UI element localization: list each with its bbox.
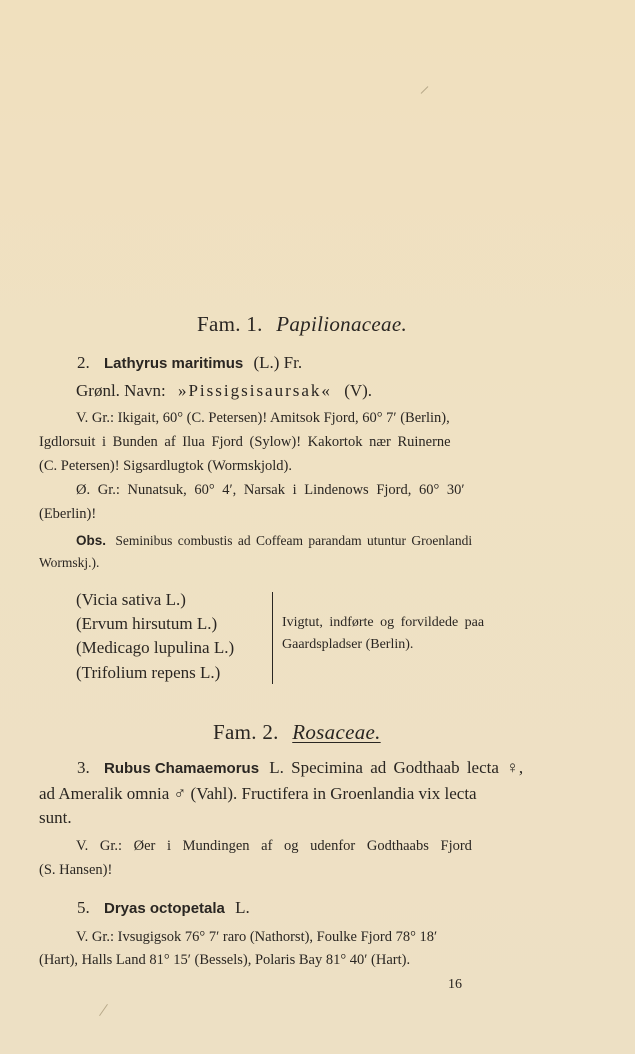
body-line: sunt. <box>39 808 72 827</box>
family-name: Rosaceae. <box>292 720 381 744</box>
obs-text: Seminibus combustis ad Coffeam parandam utuntur Groenlandi <box>115 533 473 548</box>
page-number: 16 <box>448 977 462 992</box>
species-name: Dryas octopetala <box>104 900 225 917</box>
entry-number: 5. <box>77 898 90 917</box>
entry-number: 3. <box>77 758 90 777</box>
introduced-species: (Trifolium repens L.) <box>76 663 221 682</box>
species-author: (L.) Fr. <box>253 353 303 372</box>
family-label: Fam. 2. <box>213 720 279 744</box>
vgr-line: (Hart), Halls Land 81° 15′ (Bessels), Polaris Bay 81° 40′ (Hart). <box>39 952 411 968</box>
navn-value: »Pissigsisaursak« <box>177 381 332 400</box>
family-name: Papilionaceae. <box>276 312 407 336</box>
introduced-species: (Vicia sativa L.) <box>76 590 186 609</box>
entry-number: 2. <box>77 353 90 372</box>
species-heading-rubus <box>77 758 523 778</box>
introduced-note: Gaardspladser (Berlin). <box>282 637 414 652</box>
family-label: Fam. 1. <box>197 312 263 336</box>
vgr-line: (C. Petersen)! Sigsardlugtok (Wormskjold). <box>39 458 292 474</box>
introduced-species: (Medicago lupulina L.) <box>76 638 235 657</box>
obs-label: Obs. <box>76 533 107 548</box>
species-heading-dryas <box>77 898 250 918</box>
vgr-line: Igdlorsuit i Bunden af Ilua Fjord (Sylow)! Kakortok nær Ruinerne <box>39 434 451 450</box>
brace <box>262 592 273 684</box>
species-name: Lathyrus maritimus <box>104 355 244 372</box>
greenlandic-name-line <box>76 381 372 401</box>
ogr-line: (Eberlin)! <box>39 506 97 522</box>
species-text: L. Specimina ad Godthaab lecta ♀, <box>269 758 524 777</box>
introduced-species: (Ervum hirsutum L.) <box>76 614 218 633</box>
obs-line: Wormskj.). <box>39 555 100 570</box>
family-heading-rosaceae <box>213 720 381 745</box>
species-heading-lathyrus <box>77 353 302 373</box>
navn-label: Grønl. Navn: <box>76 381 166 400</box>
vgr-line: V. Gr.: Ivsugigsok 76° 7′ raro (Nathorst), Foulke Fjord 78° 18′ <box>76 929 438 945</box>
vgr-line: V. Gr.: Ikigait, 60° (C. Petersen)! Amitsok Fjord, 60° 7′ (Berlin), <box>76 410 450 426</box>
vgr-line: V. Gr.: Øer i Mundingen af og udenfor Godthaabs Fjord <box>76 838 472 854</box>
species-name: Rubus Chamaemorus <box>104 760 260 777</box>
introduced-note: Ivigtut, indførte og forvildede paa <box>282 615 485 630</box>
obs-line <box>76 533 472 549</box>
body-line: ad Ameralik omnia ♂ (Vahl). Fructifera in Groenlandia vix lecta <box>39 784 477 803</box>
page-mark <box>421 86 429 94</box>
species-author: L. <box>235 898 250 917</box>
vgr-line: (S. Hansen)! <box>39 862 113 878</box>
ogr-line: Ø. Gr.: Nunatsuk, 60° 4′, Narsak i Lindenows Fjord, 60° 30′ <box>76 482 465 498</box>
page-mark <box>99 1004 108 1016</box>
family-heading-papilionaceae <box>197 312 407 337</box>
navn-source: (V). <box>344 381 373 400</box>
